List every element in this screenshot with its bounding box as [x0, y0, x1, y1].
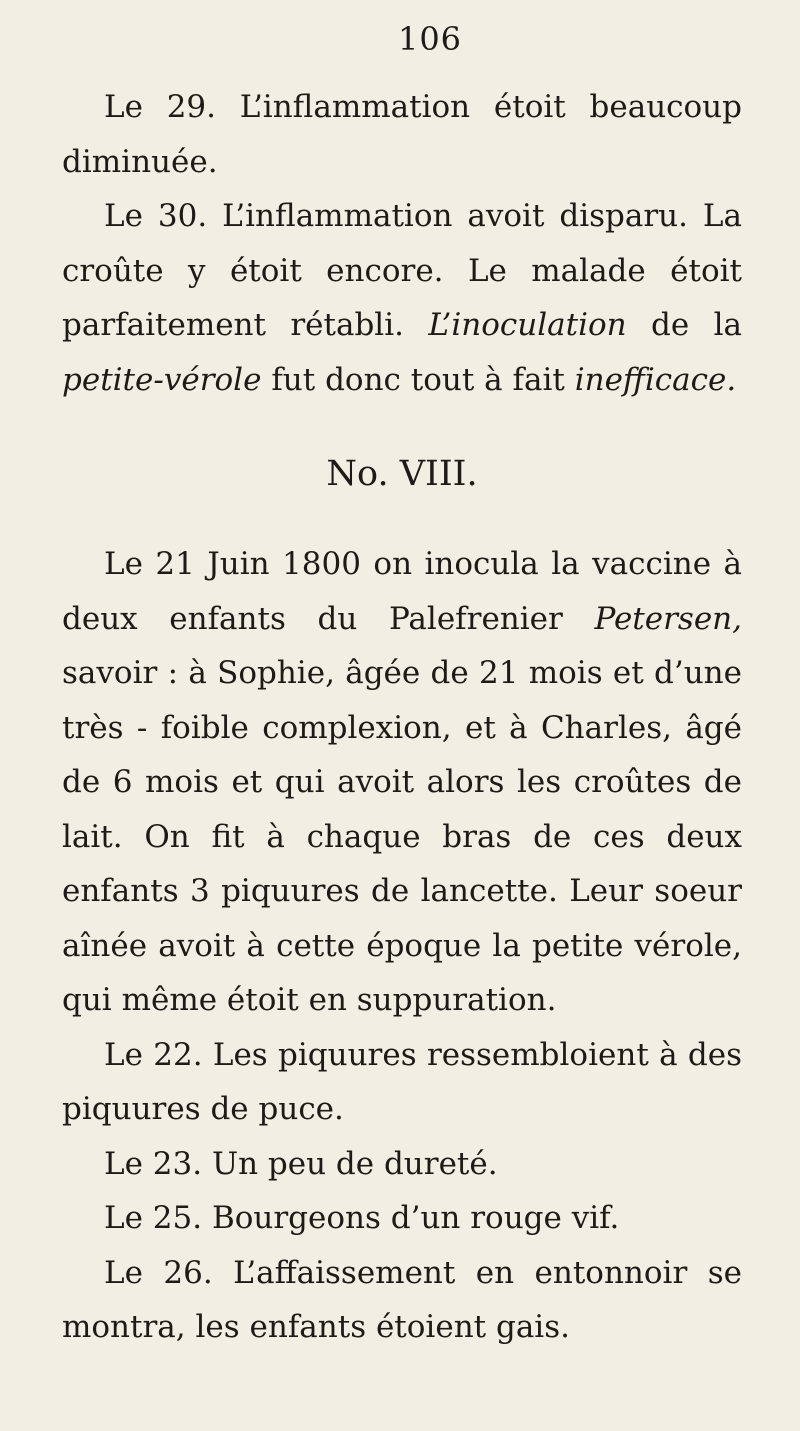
entry-30-text-3: fut donc tout à fait [271, 361, 565, 398]
section-heading: No. VIII. [326, 454, 478, 494]
page-number: 106 [397, 20, 463, 58]
entry-30-italic-3: inefficace. [574, 361, 737, 398]
entry-30-text-1: L’inflammation avoit disparu. La croûte y étoit encore. Le malade étoit parfaitement rétabli. [62, 198, 742, 343]
intro-part-1: Le 21 Juin 1800 on inocula la vaccine à deux enfants du Palefrenier [62, 546, 742, 637]
entry-29 [62, 80, 742, 189]
entry-30-italic-1: L’inoculation [428, 307, 627, 343]
entry-25: Le 25. Bourgeons d’un rouge vif. [104, 1200, 620, 1236]
intro-name: Petersen, [594, 600, 742, 637]
entry-30 [62, 189, 742, 407]
entry-29-date: Le 29. [104, 89, 217, 125]
entry-29-text: L’inflammation étoit beaucoup diminuée. [62, 89, 742, 180]
page-text [62, 80, 742, 1355]
entry-30-date: Le 30. [104, 198, 208, 234]
entry-23: Le 23. Un peu de dureté. [104, 1145, 498, 1182]
intro-part-2: savoir : à Sophie, âgée de 21 mois et d’une très - foible complexion, et à Charles, âgé de 6 mois et qui avoit alors les croûtes de lait. On fit à chaque bras de ces deux enfants 3 piquures de lancette. Leur soeur aînée avoit à cette époque la petite vérole, qui même étoit en suppuration. [62, 655, 742, 1018]
entry-26: Le 26. L’affaissement en entonnoir se montra, les enfants étoient gais. [62, 1254, 742, 1345]
entry-22: Le 22. Les piquures ressembloient à des piquures de puce. [62, 1036, 742, 1127]
entry-30-text-2: de la [651, 307, 742, 343]
entry-30-italic-2: petite-vérole [62, 361, 262, 398]
section-intro [62, 537, 742, 1028]
